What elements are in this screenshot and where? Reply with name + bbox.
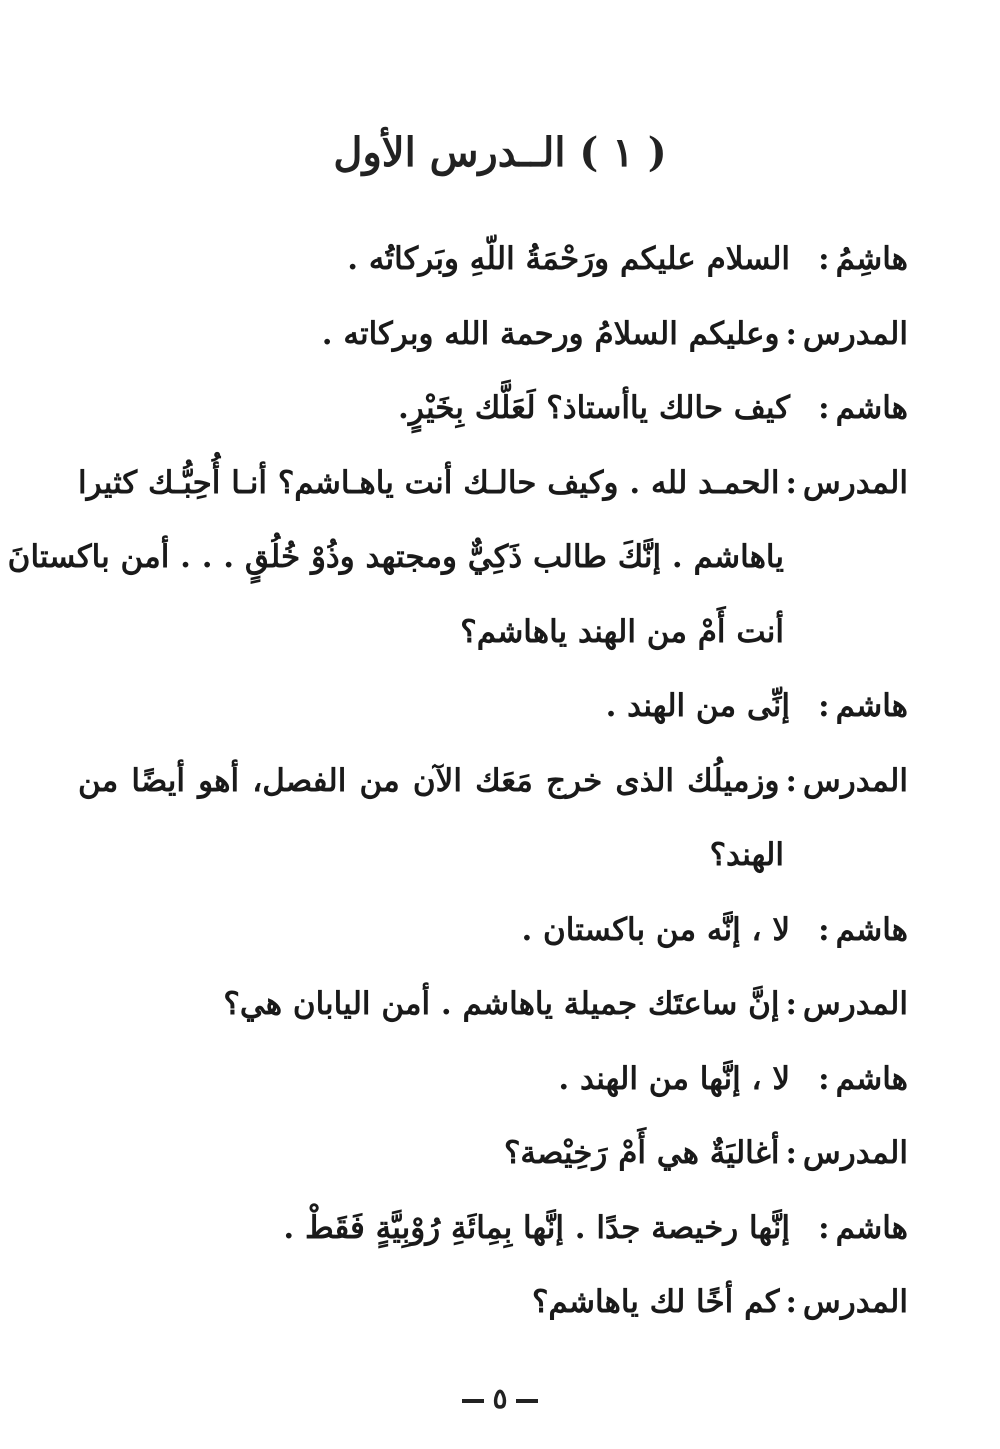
dash-decoration — [462, 1399, 484, 1403]
dialogue-line — [78, 297, 908, 372]
dialogue-line — [78, 1191, 908, 1266]
speech-text: لا ، إنَّه من باكستان . — [521, 911, 790, 948]
speech-text: أغاليَةٌ هي أَمْ رَخِيْصة؟ — [503, 1135, 780, 1171]
dialogue-line — [78, 1116, 908, 1191]
speech-text: إنِّى من الهند . — [605, 688, 790, 724]
speech-text: وعليكم السلامُ ورحمة الله وبركاته . — [321, 315, 780, 352]
dialogue-continuation — [78, 595, 908, 670]
lesson-title-text: الــدرس الأول — [333, 129, 566, 176]
speech-text: ياهاشم . إنَّكَ طالب ذَكِيٌّ ومجتهد وذُوْ خُلُقٍ . . . أمن باكستانَ — [7, 539, 784, 575]
speech-text: السلام عليكم ورَحْمَةُ اللّهِ وبَركاتُه . — [347, 241, 790, 277]
speech-text: إنَّ ساعتَك جميلة ياهاشم . أمن اليابان هي؟ — [223, 986, 780, 1022]
lesson-title — [0, 118, 1000, 188]
dialogue-line — [78, 1265, 908, 1340]
speaker-label: هاشِمُ: — [818, 241, 908, 277]
speaker-label: هاشم: — [818, 1060, 908, 1097]
dialogue-continuation — [7, 520, 908, 595]
speech-text: لا ، إنَّها من الهند . — [558, 1060, 790, 1097]
dialogue-line — [78, 222, 908, 297]
dialogue-continuation — [78, 818, 908, 893]
speaker-label: المدرس: — [785, 1135, 908, 1171]
speech-text: إنَّها رخيصة جدًا . إنَّها بِمِائَةِ رُوْبِيَّةٍ فَقَطْ . — [283, 1209, 790, 1246]
speaker-label: هاشم: — [818, 688, 908, 724]
dialogue-line — [78, 669, 908, 744]
dialogue-line — [78, 446, 908, 521]
dialogue-line — [78, 1042, 908, 1117]
dialogue-line — [78, 744, 908, 819]
speech-text: وزميلُك الذى خرج مَعَك الآن من الفصل، أهو أيضًا من — [78, 762, 780, 799]
dialogue-line — [78, 371, 908, 446]
speaker-label: المدرس: — [785, 1284, 908, 1320]
speech-text: كم أخًا لك ياهاشم؟ — [531, 1284, 780, 1320]
speech-text: الهند؟ — [709, 837, 784, 873]
speaker-label: المدرس: — [785, 986, 908, 1022]
speech-text: أنت أَمْ من الهند ياهاشم؟ — [460, 613, 784, 650]
speaker-label: المدرس: — [785, 464, 908, 501]
speaker-label: المدرس: — [785, 762, 908, 799]
speech-text: كيف حالك ياأستاذ؟ لَعَلَّك بِخَيْرٍ. — [398, 390, 790, 426]
dialogue-line — [78, 893, 908, 968]
speaker-label: هاشم: — [818, 390, 908, 426]
dialogue — [7, 222, 908, 1340]
speaker-label: هاشم: — [818, 1209, 908, 1246]
speaker-label: هاشم: — [818, 911, 908, 948]
page-number: ٥ — [0, 1382, 1000, 1415]
dialogue-line — [78, 967, 908, 1042]
speaker-label: المدرس: — [785, 315, 908, 352]
lesson-number: ( ١ ) — [579, 129, 667, 176]
dash-decoration — [516, 1399, 538, 1403]
speech-text: الحمـد لله . وكيف حالـك أنت ياهـاشم؟ أنـا أُحِبُّـك كثيرا — [78, 464, 780, 501]
